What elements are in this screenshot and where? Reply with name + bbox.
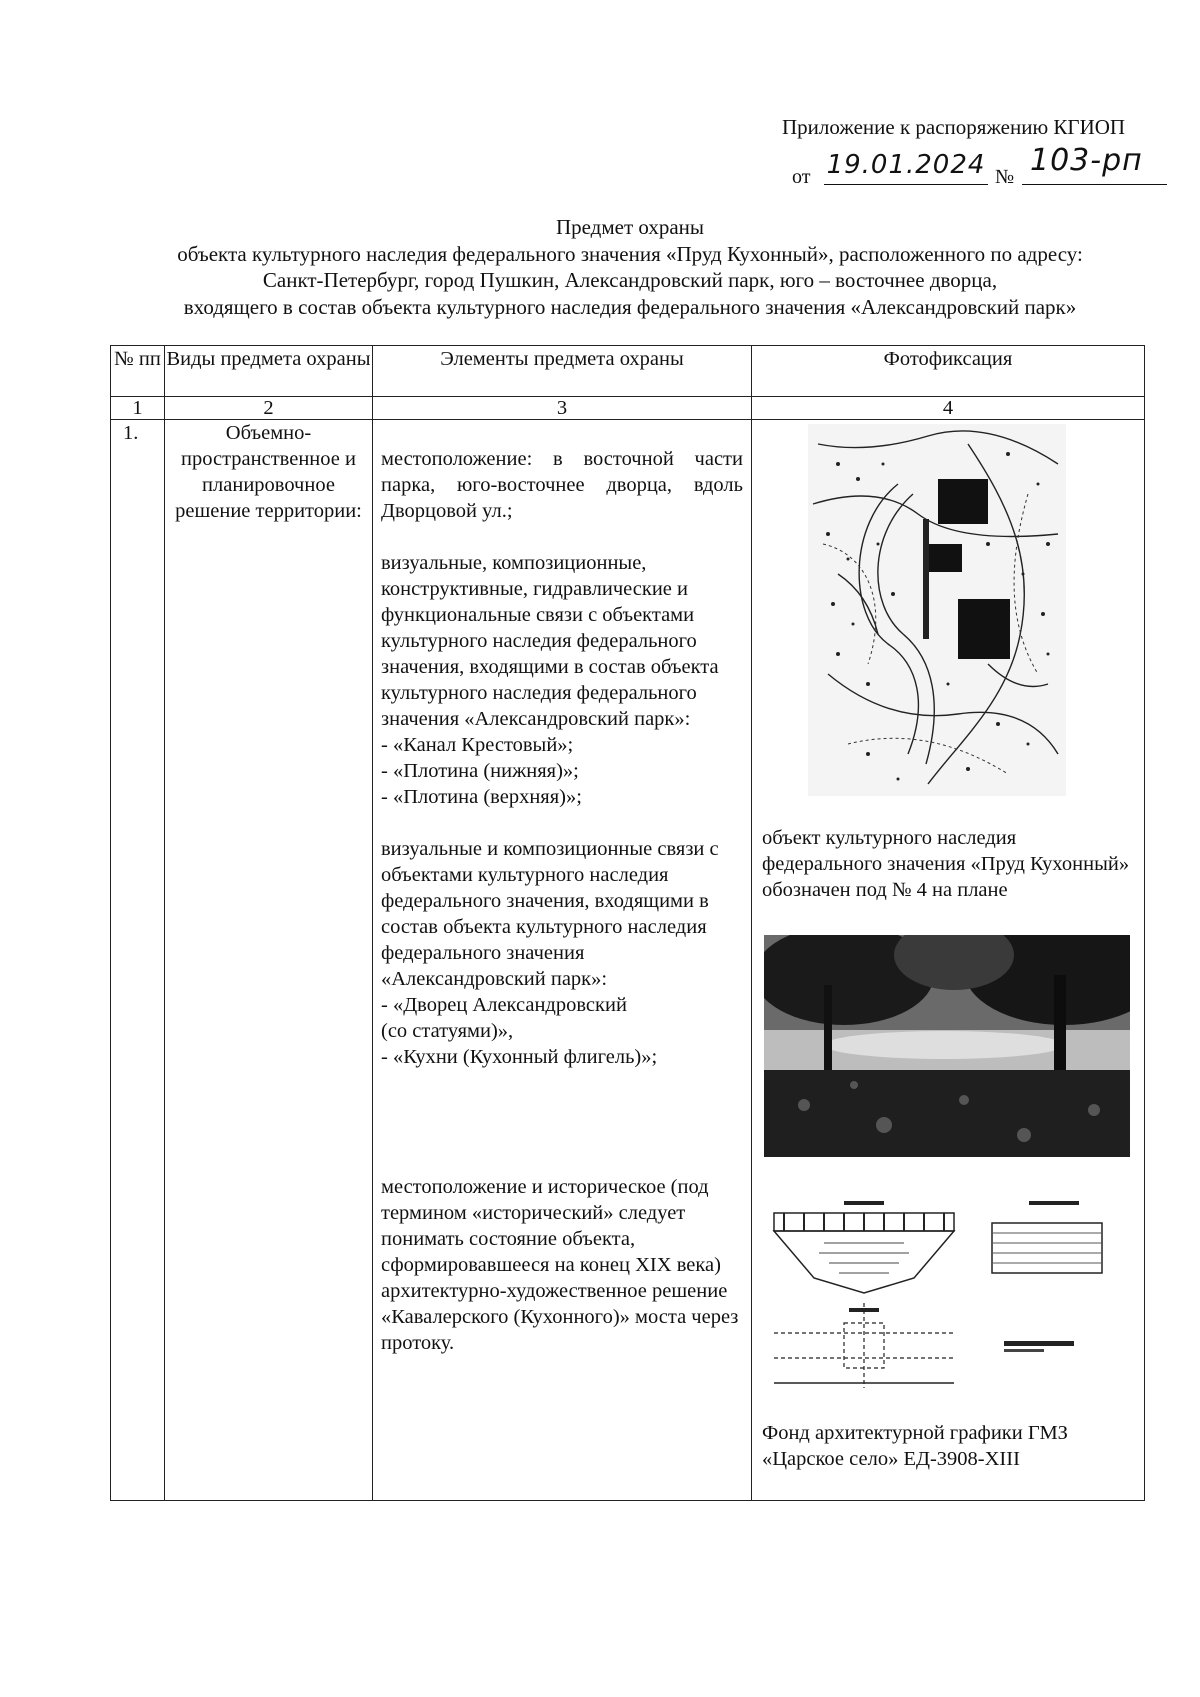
list-item: - «Дворец Александровский — [381, 994, 627, 1016]
order-prefix: от — [792, 166, 811, 188]
title-line-4: входящего в состав объекта культурного наследия федерального значения «Александровский парк» — [183, 294, 1077, 319]
spacer — [381, 810, 743, 836]
header-kind: Виды предмета охраны — [165, 346, 373, 397]
column-number-row — [111, 397, 1145, 420]
list-item: - «Плотина (верхняя)»; — [381, 786, 582, 808]
pond-photo — [764, 935, 1130, 1157]
bridge-drawing — [764, 1183, 1130, 1398]
date-underline — [824, 184, 988, 185]
col-number-1: 1 — [111, 397, 165, 420]
element-visual-intro: визуальные и композиционные связи с объектами культурного наследия федерального значения, входящими в состав объекта культурного наследия федерального значения «Александровский парк»: — [381, 838, 719, 990]
row-photos — [752, 420, 1145, 1501]
order-number-handwritten: 103-рп — [1030, 143, 1143, 178]
table-row — [111, 420, 1145, 1501]
order-date-handwritten: 19.01.2024 — [826, 150, 986, 180]
fund-caption: Фонд архитектурной графики ГМЗ «Царское село» ЕД-3908-XIII — [762, 1422, 1068, 1470]
element-links-intro: визуальные, композиционные, конструктивные, гидравлические и функциональные связи с объектами культурного наследия федерального значения, входящими в состав объекта культурного наследия федерального значения «Александровский парк»: — [381, 552, 719, 730]
list-item: (со статуями)», — [381, 1020, 514, 1042]
title-line-2: объекта культурного наследия федерального значения «Пруд Кухонный», расположенного по адресу: — [177, 241, 1083, 266]
document-title — [110, 214, 1150, 320]
row-elements — [373, 420, 752, 1501]
protection-subject-table — [110, 345, 1145, 1501]
spacer — [381, 524, 743, 550]
plan-caption: объект культурного наследия федерального значения «Пруд Кухонный» обозначен под № 4 на плане — [762, 827, 1130, 901]
col-number-2: 2 — [165, 397, 373, 420]
annex-text: Приложение к распоряжению КГИОП — [782, 115, 1126, 139]
list-item: - «Плотина (нижняя)»; — [381, 760, 579, 782]
photo-area — [752, 420, 1144, 1500]
order-number-sign: № — [995, 166, 1015, 188]
row-kind — [165, 420, 373, 1501]
element-visual-list — [381, 992, 743, 1070]
element-location: местоположение: в восточной части парка, юго-восточнее дворца, вдоль Дворцовой ул.; — [381, 448, 743, 522]
title-line-1: Предмет охраны — [555, 215, 705, 239]
list-item: - «Канал Крестовый»; — [381, 734, 574, 756]
col-number-4: 4 — [752, 397, 1145, 420]
table-header-row — [111, 346, 1145, 397]
row-number: 1. — [111, 420, 165, 1501]
spacer — [381, 1070, 743, 1174]
header-no: № пп — [111, 346, 165, 397]
element-bridge: местоположение и историческое (под термином «исторический» следует понимать состояние объекта, сформировавшееся на конец XIX века) архитектурно-художественное решение «Кавалерского (Кухонного)» моста через протоку. — [381, 1176, 739, 1354]
list-item: - «Кухни (Кухонный флигель)»; — [381, 1046, 658, 1068]
title-line-3: Санкт-Петербург, город Пушкин, Александровский парк, юго – восточнее дворца, — [262, 268, 998, 292]
annex-header — [782, 112, 1162, 188]
header-photo: Фотофиксация — [752, 346, 1145, 397]
spacer — [381, 420, 743, 446]
site-plan-image — [808, 424, 1066, 796]
element-links-list — [381, 732, 743, 810]
row-kind-text: Объемно-пространственное и планировочное решение территории: — [175, 422, 362, 522]
col-number-3: 3 — [373, 397, 752, 420]
spacer — [381, 1356, 743, 1484]
order-line — [782, 143, 1162, 188]
header-elements: Элементы предмета охраны — [373, 346, 752, 397]
number-underline — [1022, 184, 1167, 185]
